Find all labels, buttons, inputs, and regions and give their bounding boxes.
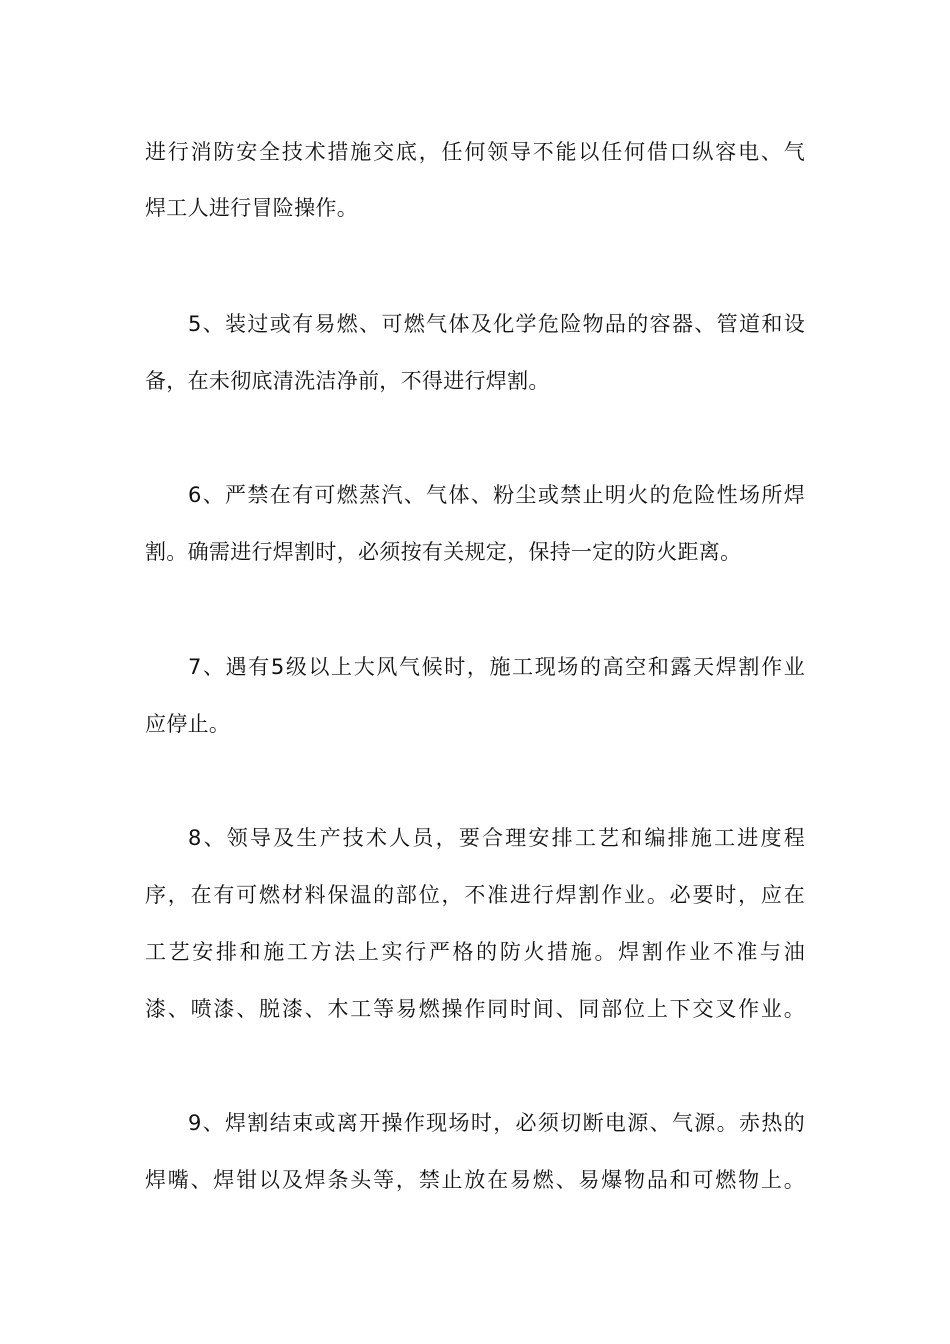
item-8-line-3: 工艺安排和施工方法上实行严格的防火措施。焊割作业不准与油: [145, 940, 805, 964]
item-5-line-2: 备，在未彻底清洗洁净前，不得进行焊割。: [145, 369, 550, 393]
item-7-line-1: 7、遇有5级以上大风气候时，施工现场的高空和露天焊割作业: [188, 655, 805, 679]
paragraph-continuation-line-2: 焊工人进行冒险操作。: [145, 196, 358, 220]
item-5-line-1: 5、装过或有易燃、可燃气体及化学危险物品的容器、管道和设: [188, 312, 805, 336]
item-8-line-4: 漆、喷漆、脱漆、木工等易燃操作同时间、同部位上下交叉作业。: [145, 997, 805, 1021]
paragraph-continuation-line-1: 进行消防安全技术措施交底，任何领导不能以任何借口纵容电、气: [145, 140, 805, 164]
item-7-line-2: 应停止。: [145, 712, 231, 736]
item-6-line-1: 6、严禁在有可燃蒸汽、气体、粉尘或禁止明火的危险性场所焊: [188, 483, 805, 507]
item-9-line-2: 焊嘴、焊钳以及焊条头等，禁止放在易燃、易爆物品和可燃物上。: [145, 1168, 805, 1192]
item-8-line-2: 序，在有可燃材料保温的部位，不准进行焊割作业。必要时，应在: [145, 883, 805, 907]
item-6-line-2: 割。确需进行焊割时，必须按有关规定，保持一定的防火距离。: [145, 540, 742, 564]
item-8-line-1: 8、领导及生产技术人员，要合理安排工艺和编排施工进度程: [188, 826, 805, 850]
item-9-line-1: 9、焊割结束或离开操作现场时，必须切断电源、气源。赤热的: [188, 1111, 805, 1135]
